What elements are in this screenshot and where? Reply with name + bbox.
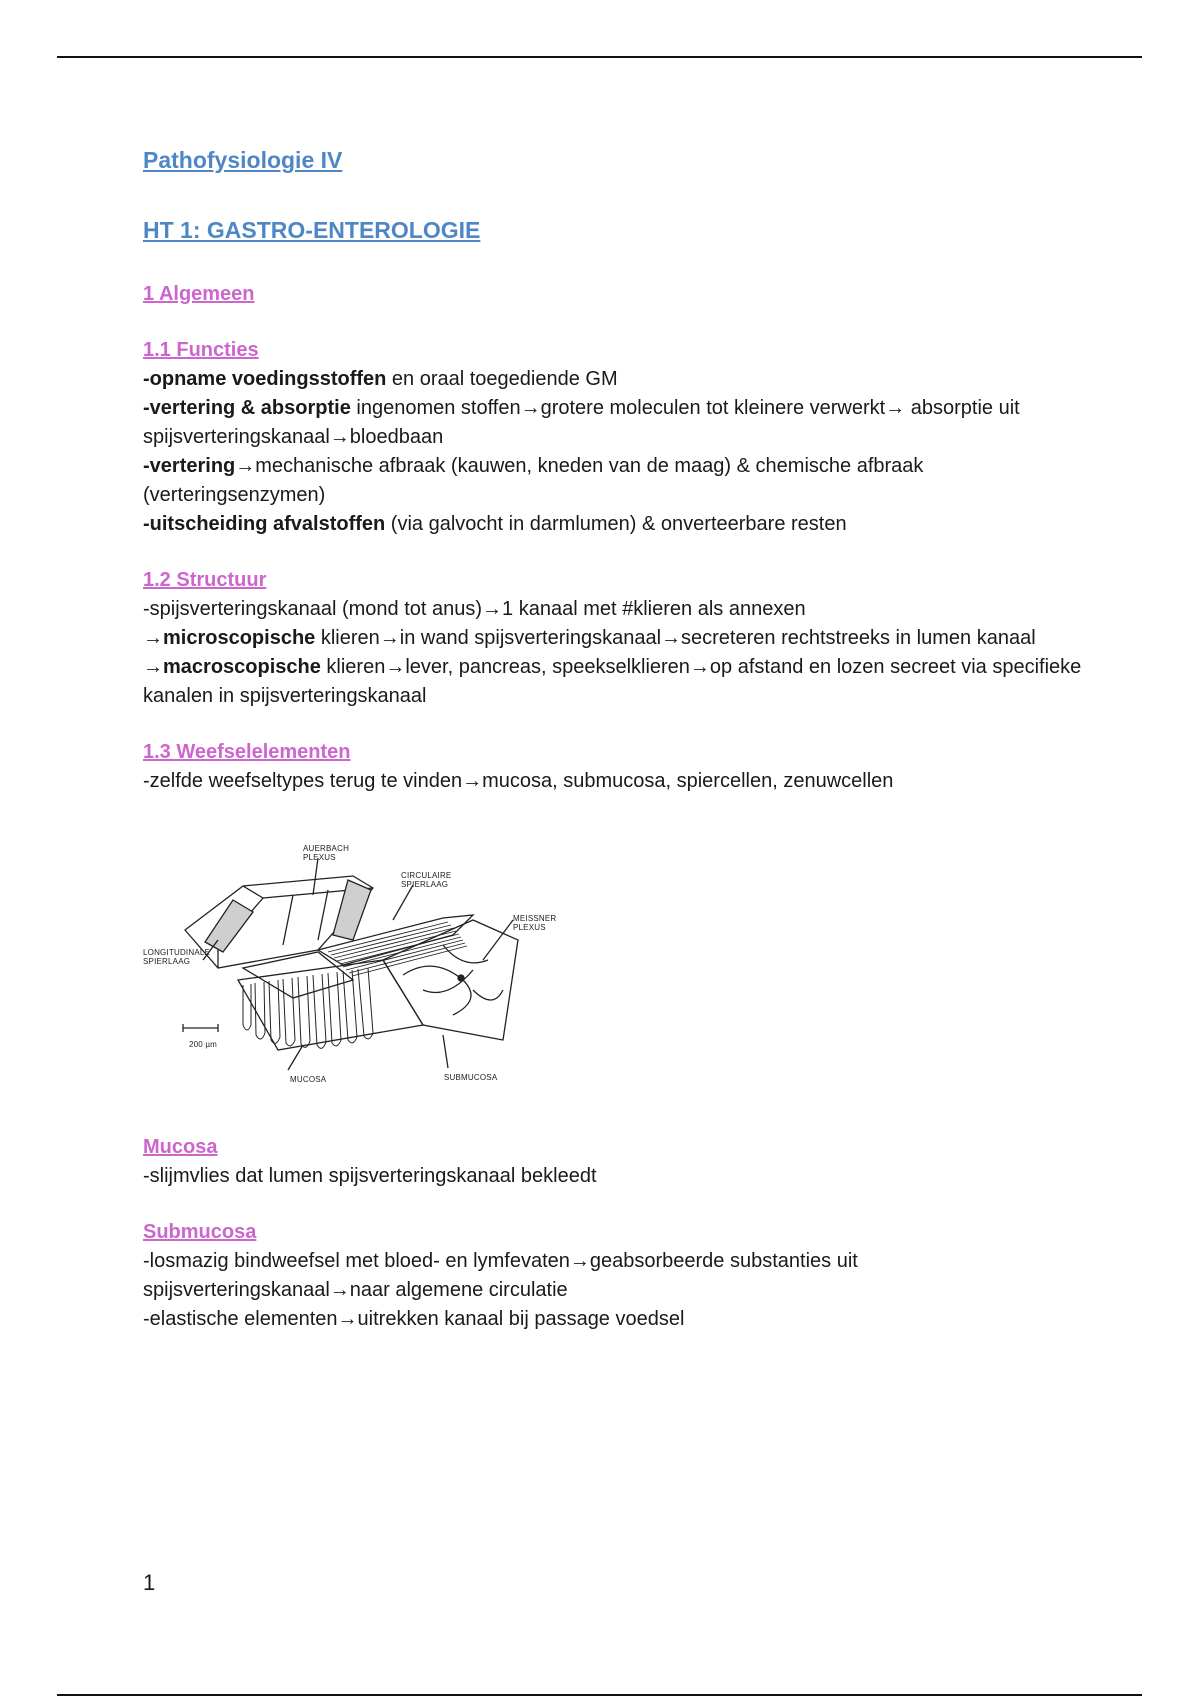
gut-wall-illustration: [143, 840, 573, 1100]
label-meissner: MEISSNER PLEXUS: [513, 914, 557, 932]
structuur-line-2: →microscopische klieren→in wand spijsverteringskanaal→secreteren rechtstreeks in lumen kanaal: [143, 627, 1036, 649]
label-auerbach: AUERBACH PLEXUS: [303, 844, 350, 862]
section-heading-structuur: 1.2 Structuur: [143, 569, 267, 591]
page-content: [143, 143, 1103, 1334]
label-circulaire: CIRCULAIRE SPIERLAAG: [401, 871, 452, 889]
functies-line-1: -opname voedingsstoffen en oraal toegediende GM: [143, 368, 618, 390]
gut-wall-diagram: [143, 840, 573, 1100]
label-scale: 200 µm: [189, 1040, 218, 1049]
page-number: 1: [143, 1570, 156, 1595]
functies-line-2: -vertering & absorptie ingenomen stoffen→grotere moleculen tot kleinere verwerkt→ absorptie uit spijsverteringskanaal→bloedbaan: [143, 397, 1020, 448]
submucosa-line-2: -elastische elementen→uitrekken kanaal bij passage voedsel: [143, 1308, 685, 1330]
document-title: Pathofysiologie IV: [143, 147, 343, 173]
label-submucosa: SUBMUCOSA: [444, 1073, 498, 1082]
chapter-heading: HT 1: GASTRO-ENTEROLOGIE: [143, 217, 481, 243]
section-heading-weefsel: 1.3 Weefselelementen: [143, 741, 351, 763]
mucosa-line-1: -slijmvlies dat lumen spijsverteringskanaal bekleedt: [143, 1165, 597, 1187]
label-mucosa: MUCOSA: [290, 1075, 327, 1084]
structuur-line-3: →macroscopische klieren→lever, pancreas, speekselklieren→op afstand en lozen secreet via specifieke kanalen in spijsverteringskanaal: [143, 656, 1082, 707]
section-heading-algemeen: 1 Algemeen: [143, 283, 255, 305]
weefsel-line-1: -zelfde weefseltypes terug te vinden→mucosa, submucosa, spiercellen, zenuwcellen: [143, 770, 894, 792]
label-longitudinale: LONGITUDINALE SPIERLAAG: [143, 948, 211, 966]
section-heading-functies: 1.1 Functies: [143, 339, 259, 361]
section-heading-mucosa: Mucosa: [143, 1136, 218, 1158]
functies-line-3: -vertering→mechanische afbraak (kauwen, kneden van de maag) & chemische afbraak (verteringsenzymen): [143, 455, 924, 506]
structuur-line-1: -spijsverteringskanaal (mond tot anus)→1 kanaal met #klieren als annexen: [143, 598, 806, 620]
section-heading-submucosa: Submucosa: [143, 1221, 257, 1243]
footer-rule: [57, 1694, 1142, 1696]
submucosa-line-1: -losmazig bindweefsel met bloed- en lymfevaten→geabsorbeerde substanties uit spijsverteringskanaal→naar algemene circulatie: [143, 1250, 858, 1301]
header-rule: [57, 56, 1142, 58]
functies-line-4: -uitscheiding afvalstoffen (via galvocht in darmlumen) & onverteerbare resten: [143, 513, 847, 535]
